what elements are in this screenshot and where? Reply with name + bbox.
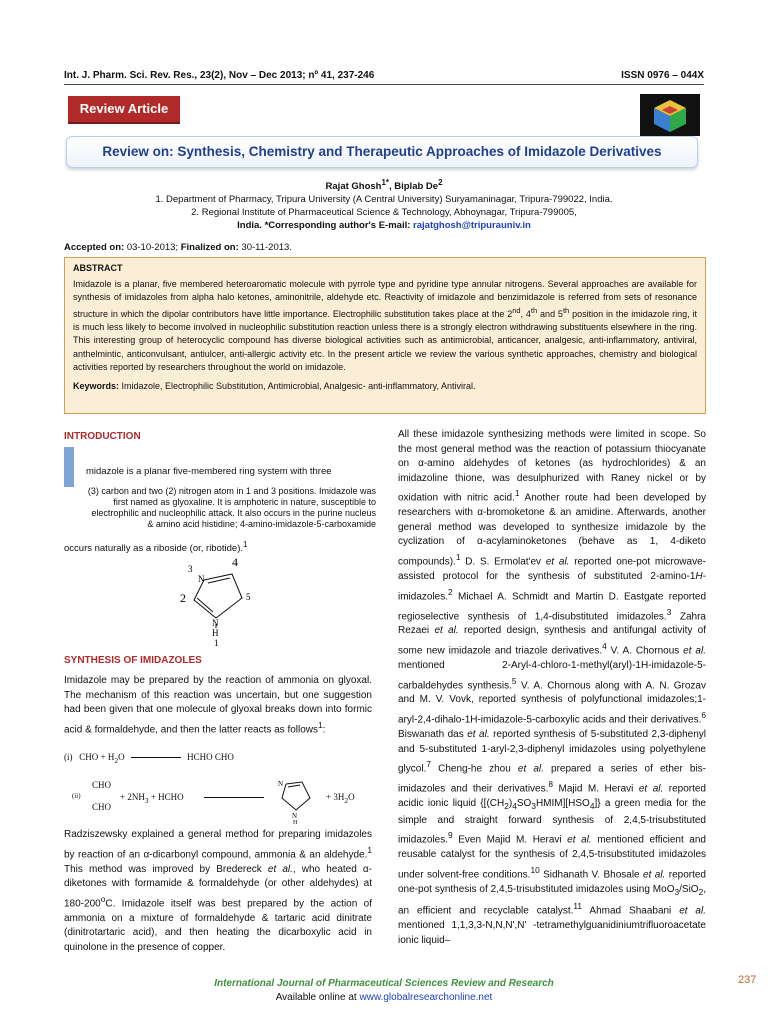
r-text: reported acidic ionic liquid {[(CH xyxy=(398,783,706,810)
p2-text-c: , who heated α-diketones with formamide & formaldehyde (or other aldehydes) at 180-200 xyxy=(64,863,373,910)
eq2-imidazole-ring xyxy=(272,776,318,824)
review-article-badge: Review Article xyxy=(68,96,180,124)
intro-last-text: occurs naturally as a riboside (or, ribotide). xyxy=(64,543,243,555)
synthesis-paragraph xyxy=(64,674,372,738)
eq2-reagents xyxy=(120,792,184,805)
r-text: reported one-pot microwave-assisted protocol for the synthesis of substituted 2-amino-1 xyxy=(398,556,706,582)
footer-availability xyxy=(0,992,768,1003)
r-text: mentioned 1,1,3,3-N,N,N',N' -tetramethylguanidiniumtrifluoroacetate ionic liquid– xyxy=(398,920,706,946)
eq2-atom-h: H xyxy=(293,820,298,824)
footer-online-label: Available online at xyxy=(275,992,360,1003)
eq2-water-o: O xyxy=(348,792,355,802)
r-etal: et al. xyxy=(567,834,592,846)
keywords-text: Imidazole, Electrophilic Substitution, Antimicrobial, Analgesic- anti-inflammatory, Antiviral. xyxy=(119,380,476,391)
r-text: Another route had been developed by researchers with α-bromoketone & an amidine. Afterwards, another general method was developed to synthesize imidazole by the cyclization of α-acylaminoketones (behave as 1, 4-diketo compounds). xyxy=(398,492,706,568)
r-text: reported synthesis of 5-substituted 2,3-diphenyl and 5-substituted 1-aryl-2,3-diphenyl imidazoles using polyethylene glycol. xyxy=(398,728,706,775)
p2-degree: o xyxy=(100,893,106,904)
eq1-label: (i) xyxy=(64,752,73,762)
r-etal: et al. xyxy=(638,783,664,795)
atom-n1: N xyxy=(212,618,219,628)
affiliation-2: 2. Regional Institute of Pharmaceutical Science & Technology, Abhoynagar, Tripura-799005, xyxy=(191,207,577,218)
p2-text-b: This method was improved by Bredereck xyxy=(64,863,268,875)
eq2-cho-top: CHO xyxy=(92,780,112,790)
eq1-reactant: CHO xyxy=(79,752,99,762)
r-etal: et al. xyxy=(643,869,666,881)
pos-5: 5 xyxy=(246,592,251,602)
finalized-label: Finalized on: xyxy=(180,242,239,253)
atom-h: H xyxy=(212,628,219,638)
r-sup: 9 xyxy=(448,830,453,841)
introduction-heading: INTRODUCTION xyxy=(64,431,141,442)
eq2-nh: + 2NH xyxy=(120,792,145,802)
intro-paragraph: (3) carbon and two (2) nitrogen atom in 1 and 3 positions. Imidazole was first named as glyoxaline. It is amphoteric in nature, susceptible to electrophilic and nucleophilic attack. It also occurs in the purine nucleus & amino acid histidine; 4-amino-imidazole-5-carboxamide xyxy=(87,486,376,529)
r-text: /SiO xyxy=(679,883,699,895)
author-2: , Biplab De xyxy=(388,181,439,193)
authors xyxy=(0,178,768,192)
keywords xyxy=(73,380,697,393)
eq2-label: (ii) xyxy=(72,792,81,800)
r-text: HMIM][HSO xyxy=(535,798,590,810)
r-text: ]} a green media for the simple and straight forward synthesis of 2,4,5-trisubstituted imidazoles. xyxy=(398,798,706,846)
pos-3: 3 xyxy=(188,564,193,574)
author-1: Rajat Ghosh xyxy=(325,181,382,193)
r-text: mentioned efficient and reusable catalyst for the synthesis of 2,4,5-trisubstituted imidazoles under solvent-free conditions. xyxy=(398,834,706,881)
p2-sup: 1 xyxy=(367,844,372,855)
keywords-label: Keywords: xyxy=(73,380,120,391)
abstract-heading: ABSTRACT xyxy=(73,263,123,273)
r-sup: 8 xyxy=(548,779,554,790)
r-text: V. A. Chornous xyxy=(606,645,684,657)
r-etal: et al. xyxy=(683,645,706,657)
eq2-sub2: 2 xyxy=(344,795,349,805)
r-sub: 4 xyxy=(512,801,517,812)
corresponding-author xyxy=(0,220,768,231)
pos-2: 2 xyxy=(180,591,186,605)
r-etal: et al. xyxy=(434,625,459,637)
r-text: Even Majid M. Heravi xyxy=(452,834,568,846)
r-sup: 7 xyxy=(426,759,431,770)
footer-journal-name: International Journal of Pharmaceutical Sciences Review and Research xyxy=(214,978,554,989)
eq2-hcho: + HCHO xyxy=(148,792,184,802)
drop-cap xyxy=(64,447,74,487)
right-column-paragraph xyxy=(398,428,706,948)
r-text: prepared a series of ether bis-imidazoles and their derivatives. xyxy=(398,763,706,795)
r-sup: 6 xyxy=(701,710,706,721)
accepted-label: Accepted on: xyxy=(64,242,125,253)
r-text: -imidazoles. xyxy=(398,571,706,602)
header-divider xyxy=(64,84,704,85)
r-text: Michael A. Schmidt and Martin D. Eastgate reported regioselective synthesis of 1,4-disubstituted imidazoles. xyxy=(398,590,706,622)
synthesis-text: Imidazole may be prepared by the reaction of ammonia on glyoxal. The mechanism of this reaction was uncertain, but one suggestion had been given that one molecule of glyoxal breaks down into formic acid & formaldehyde, and then the latter reacts as follows xyxy=(64,675,372,736)
pos-4: 4 xyxy=(232,555,238,569)
abstract-box xyxy=(64,257,706,414)
r-text: reported design, synthesis and antifungal activity of some new imidazole and triazole derivatives. xyxy=(398,625,706,657)
article-title: Review on: Synthesis, Chemistry and Therapeutic Approaches of Imidazole Derivatives xyxy=(102,144,662,159)
r-sup: 10 xyxy=(530,864,540,875)
synthesis-colon: : xyxy=(322,724,326,736)
eq2-atom-n: N xyxy=(278,780,284,788)
r-italic: H xyxy=(695,571,703,582)
r-sup: 2 xyxy=(448,586,453,597)
r-sup: 1 xyxy=(455,552,461,563)
r-etal: et al. xyxy=(467,728,490,740)
abstract-part-3: and 5 xyxy=(537,309,563,320)
finalized-date: 30-11-2013. xyxy=(241,242,292,253)
r-text: SO xyxy=(516,798,532,810)
journal-logo-icon xyxy=(640,94,700,136)
r-etal: et al. xyxy=(679,905,706,917)
r-sup: 4 xyxy=(602,641,607,652)
r-sub: 2 xyxy=(698,886,704,897)
r-text: , an efficient and recyclable catalyst. xyxy=(398,883,706,917)
r-text: mentioned 2-Aryl-4-chloro-1-methyl(aryl)-1H-imidazole-5-carbaldehydes synthesis. xyxy=(398,659,706,691)
abstract-part-4: position in the imidazole ring, it is much less likely to become involved in nucleophilic substitution reaction unless there is a strongly electron withdrawing substituents elsewhere in the ring. This interesting group of heterocyclic compound has diverse biological activities such as antimicrobial, anticancer, analgesic, anti-inflammatory, antiviral, anthelmintic, anticonvulsant, antiulcer, anti-allergic activity etc. In the present article we review the various synthetic approaches, chemistry and biological activities reported by researchers throughout the world on imidazole. xyxy=(73,309,697,372)
abstract-sup: nd xyxy=(512,306,521,316)
author-2-sup: 2 xyxy=(438,178,443,187)
r-sub: 4 xyxy=(589,801,595,812)
author-1-sup: 1* xyxy=(381,178,389,187)
r-etal: et al. xyxy=(517,763,544,775)
r-text: Zahra Rezaei xyxy=(398,610,706,637)
abstract-part-2: , 4 xyxy=(520,309,531,320)
r-etal: et al. xyxy=(545,556,570,568)
radziszewsky-paragraph xyxy=(64,828,372,955)
r-text: Biswanath das xyxy=(398,728,468,740)
abstract-part-1: Imidazole is a planar, five membered heteroaromatic molecule with pyrrole type and pyridine type annular nitrogens. Several approaches are available for synthesis of imidazoles from alpha halo ketones, aminonitrile, aldehyde etc. Reactivity of imidazole and benzimidazole is referred from sets of resonance structure in which the dipolar contributors have little importance. Electrophilic substitution takes place at the 2 xyxy=(73,279,697,320)
intro-line-1: midazole is a planar five-membered ring system with three xyxy=(86,466,332,477)
p2-text-d: C. Imidazole itself was best prepared by the action of ammonia on a mixture of formaldehyde & tartaric acid dinitrate (dinitrotartaric acid), and then heating the dicarboxylic acid in quinolone in the presence of copper. xyxy=(64,898,372,953)
r-sub: 3 xyxy=(531,801,536,812)
equation-2 xyxy=(64,780,374,828)
atom-n3: N xyxy=(198,574,205,584)
synthesis-sup: 1 xyxy=(318,719,323,730)
r-sup: 5 xyxy=(511,675,517,686)
citation-header: Int. J. Pharm. Sci. Rev. Res., 23(2), Nov – Dec 2013; nº 41, 237-246 xyxy=(64,70,375,81)
eq2-arrow xyxy=(204,797,264,798)
equation-1 xyxy=(64,752,364,765)
eq2-water xyxy=(326,792,355,805)
r-text: All these imidazole synthesizing methods were limited in scope. So the most general method was the reaction of potassium thiocyanate on α-amino aldehydes of ketones (as hydrochlorides) & an imidazoline thione, was desulphurized with Raney nickel or by oxidation with nitric acid. xyxy=(398,429,706,504)
abstract-sup: th xyxy=(530,306,538,316)
r-text: D. S. Ermolat'ev xyxy=(460,556,546,568)
eq1-plus: + H xyxy=(100,752,115,762)
r-sup: 11 xyxy=(573,901,583,912)
eq2-atom-n2: N xyxy=(292,812,298,820)
dates-line xyxy=(64,242,292,253)
r-text: reported one-pot synthesis of 2,4,5-trisubstituted imidazoles using MoO xyxy=(398,869,706,895)
eq1-arrow xyxy=(131,757,181,758)
author-email-link[interactable]: rajatghosh@tripurauniv.in xyxy=(413,220,531,231)
eq2-sub3: 3 xyxy=(144,795,149,805)
accepted-date: 03-10-2013; xyxy=(126,242,179,253)
p2-text: Radziszewsky explained a general method for preparing imidazoles by reaction of an α-dicarbonyl compound, ammonia & an aldehyde. xyxy=(64,829,372,860)
abstract-sup: th xyxy=(562,306,570,316)
eq1-product: HCHO CHO xyxy=(187,752,234,762)
r-sup: 1 xyxy=(514,488,520,499)
r-text: V. A. Chornous along with A. N. Grozav and M. V. Vovk, reported synthesis of polyfunctional imidazoles;1-aryl-2,4-dihalo-1H-imidazole-5-carboxylic acids and their derivatives. xyxy=(398,679,706,726)
intro-last-sup: 1 xyxy=(243,540,248,549)
r-text: Majid M. Heravi xyxy=(553,783,639,795)
synthesis-heading: SYNTHESIS OF IMIDAZOLES xyxy=(64,655,202,666)
issn-header: ISSN 0976 – 044X xyxy=(621,70,704,81)
pos-1: 1 xyxy=(214,638,219,648)
r-sup: 3 xyxy=(666,606,672,617)
abstract-text xyxy=(73,278,697,374)
r-sub: 2 xyxy=(504,801,509,812)
page-number: 237 xyxy=(738,974,757,986)
p2-etal: et al. xyxy=(267,863,293,875)
eq1-sub: 2 xyxy=(114,755,119,765)
imidazole-structure xyxy=(170,552,270,652)
eq2-water-h: + 3H xyxy=(326,792,345,802)
r-text: Cheng-he zhou xyxy=(431,763,518,775)
article-title-box xyxy=(66,136,698,168)
r-sub: 3 xyxy=(674,886,680,897)
r-text: ) xyxy=(508,798,513,810)
footer-website-link[interactable]: www.globalresearchonline.net xyxy=(359,992,493,1003)
r-text: Sidhanath V. Bhosale xyxy=(539,869,644,881)
affiliation-1: 1. Department of Pharmacy, Tripura University (A Central University) Suryamaninagar, Tripura-799022, India. xyxy=(155,194,613,205)
eq2-cho-bottom: CHO xyxy=(92,802,112,812)
eq1-o: O xyxy=(118,752,125,762)
r-text: Ahmad Shaabani xyxy=(582,905,680,917)
corresponding-label: India. *Corresponding author's E-mail: xyxy=(237,220,414,231)
